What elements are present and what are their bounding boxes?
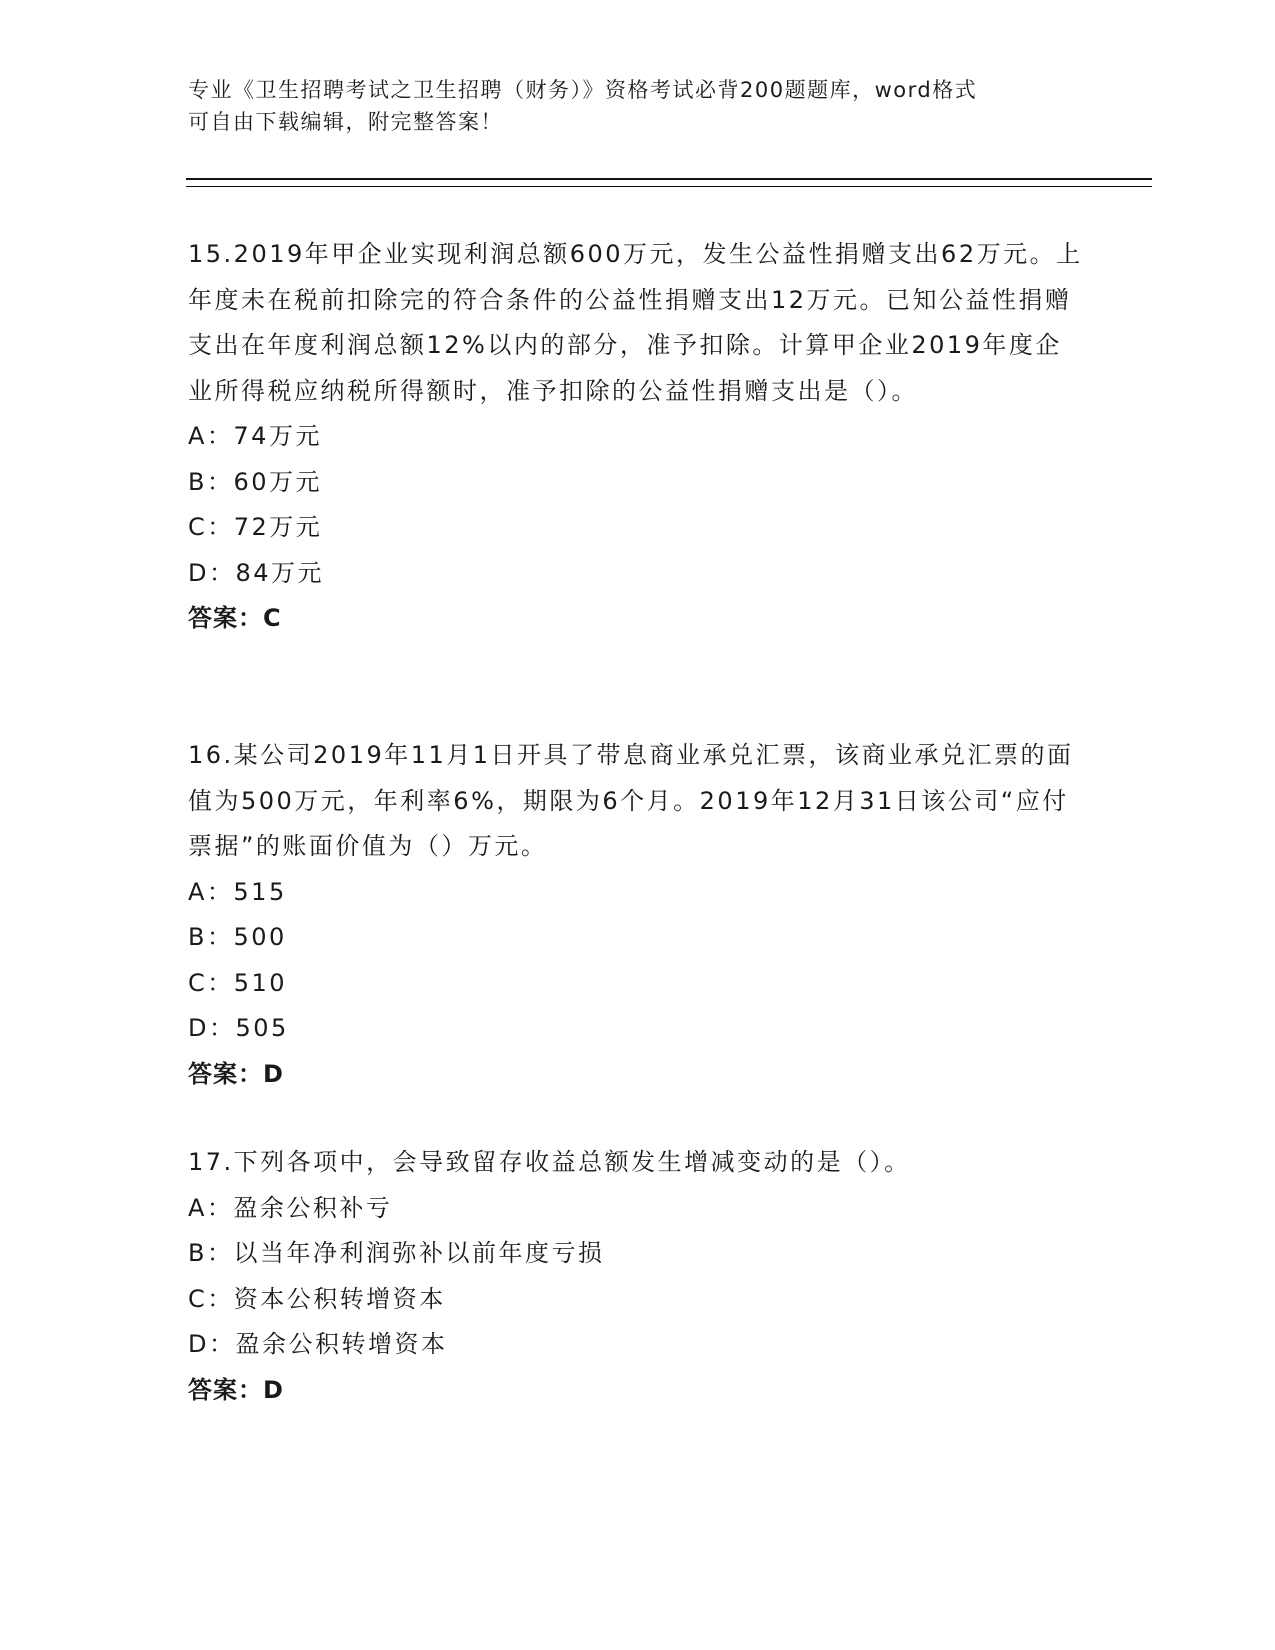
header-title-line-2: 可自由下载编辑，附完整答案！	[188, 110, 503, 134]
question-stem: 17.下列各项中，会导致留存收益总额发生增减变动的是（）。	[188, 1148, 911, 1176]
document-header	[188, 74, 1068, 138]
header-divider	[186, 178, 1152, 187]
option-b: B：60万元	[188, 467, 323, 496]
option-a: A：515	[188, 877, 287, 906]
question-stem: 15.2019年甲企业实现利润总额600万元，发生公益性捐赠支出62万元。上年度未在税前扣除完的符合条件的公益性捐赠支出12万元。已知公益性捐赠支出在年度利润总额12%以内的部分，准予扣除。计算甲企业2019年度企业所得税应纳税所得额时，准予扣除的公益性捐赠支出是（）。	[188, 240, 1083, 405]
answer-line: 答案：C	[188, 604, 282, 632]
answer-line: 答案：D	[188, 1059, 284, 1088]
option-a: A：74万元	[188, 422, 322, 450]
option-d: D：505	[188, 1014, 289, 1042]
option-d: D：盈余公积转增资本	[188, 1330, 448, 1358]
option-c: C：资本公积转增资本	[188, 1284, 446, 1313]
option-a: A：盈余公积补亏	[188, 1193, 393, 1222]
option-b: B：以当年净利润弥补以前年度亏损	[188, 1239, 605, 1267]
header-title-line-1: 专业《卫生招聘考试之卫生招聘（财务）》资格考试必背200题题库，word格式	[188, 78, 978, 102]
option-b: B：500	[188, 923, 287, 951]
option-c: C：510	[188, 968, 288, 997]
option-c: C：72万元	[188, 513, 323, 541]
answer-line: 答案：D	[188, 1375, 284, 1404]
option-d: D：84万元	[188, 558, 325, 587]
question-15	[188, 232, 1088, 642]
question-17	[188, 1140, 1088, 1413]
question-16	[188, 733, 1088, 1097]
question-stem: 16.某公司2019年11月1日开具了带息商业承兑汇票，该商业承兑汇票的面值为500万元，年利率6%，期限为6个月。2019年12月31日该公司“应付票据”的账面价值为（）万元。	[188, 741, 1074, 860]
